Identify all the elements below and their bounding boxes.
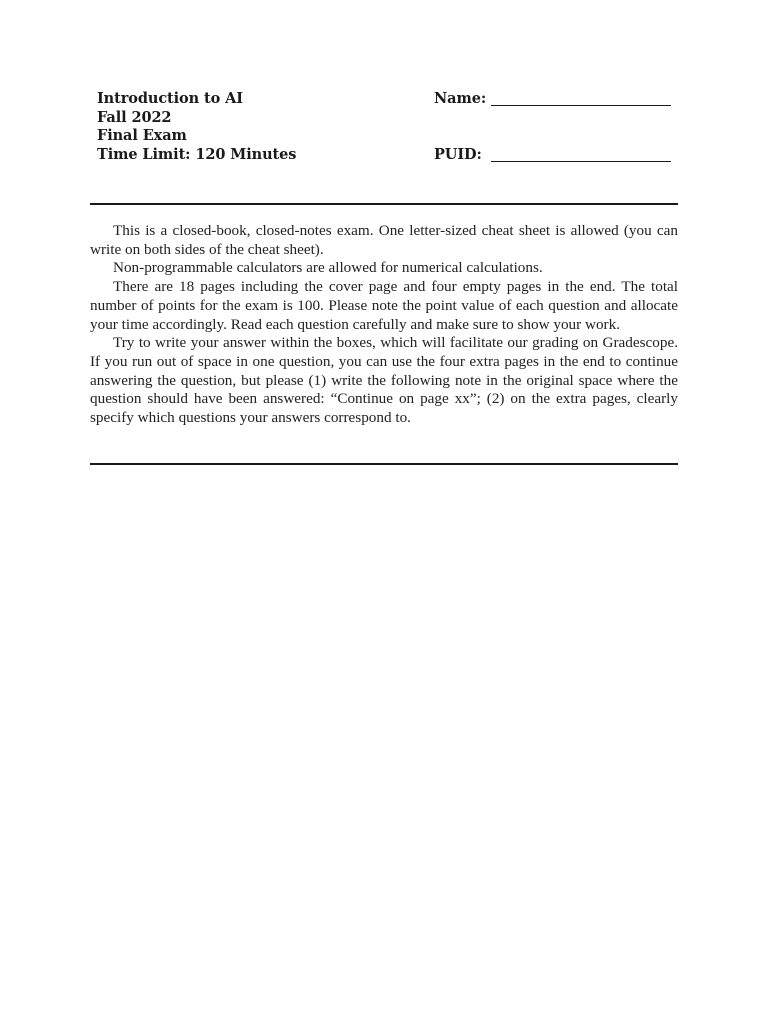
time-limit: Time Limit: 120 Minutes — [97, 146, 297, 164]
puid-label: PUID: — [434, 146, 482, 163]
instruction-paragraph: Try to write your answer within the boxes, which will facilitate our grading on Gradescope. If you run out of space in one question, you can use the four extra pages in the end to continue answering the question, but please (1) write the following note in the original space where the question should have been answered: “Continue on page xx”; (2) on the extra pages, clearly specify which questions your answers correspond to. — [90, 334, 678, 427]
name-field[interactable] — [491, 105, 671, 106]
instruction-paragraph: Non-programmable calculators are allowed for numerical calculations. — [113, 259, 543, 277]
bottom-divider — [90, 463, 678, 465]
instruction-paragraph: There are 18 pages including the cover page and four empty pages in the end. The total number of points for the exam is 100. Please note the point value of each question and allocate your time accordingly. Read each question carefully and make sure to show your work. — [90, 278, 678, 333]
name-label: Name: — [434, 90, 487, 107]
exam-header-info — [97, 90, 296, 165]
exam-title: Final Exam — [97, 127, 187, 145]
term: Fall 2022 — [97, 108, 172, 126]
instructions-block — [90, 222, 678, 428]
puid-field[interactable] — [491, 161, 671, 162]
course-title: Introduction to AI — [97, 90, 243, 107]
instruction-paragraph: This is a closed-book, closed-notes exam. One letter-sized cheat sheet is allowed (you can write on both sides of the cheat sheet). — [90, 222, 678, 258]
top-divider — [90, 203, 678, 205]
